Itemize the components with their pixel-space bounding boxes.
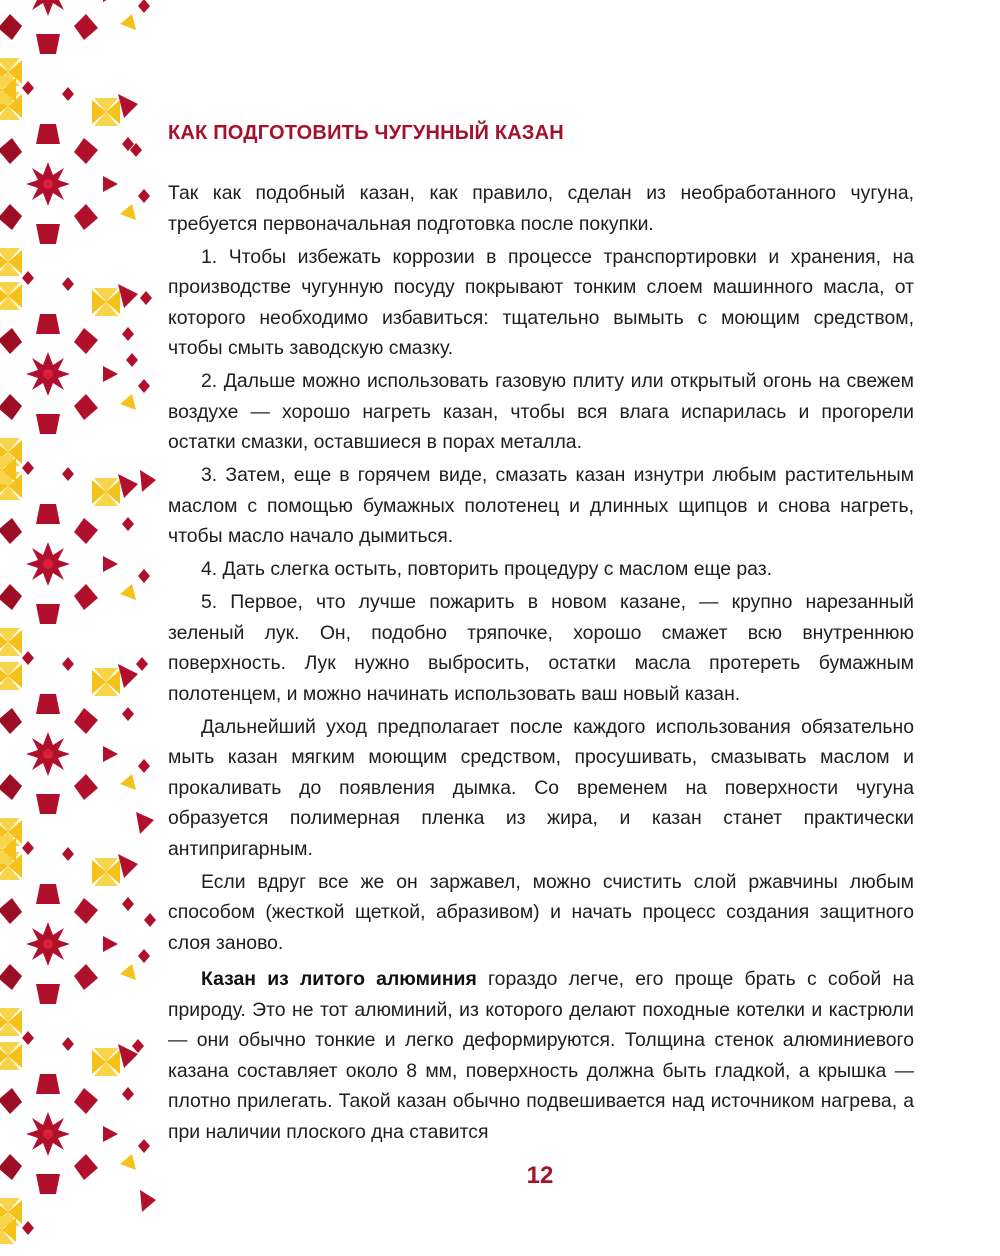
paragraph-intro: Так как подобный казан, как правило, сделан из необработанного чугуна, требуется первоначальная подготовка после покупки. bbox=[168, 182, 914, 235]
paragraph-step-2: 2. Дальше можно использовать газовую плиту или открытый огонь на свежем воздухе — хорошо нагреть казан, чтобы вся влага испарилась и прогорели остатки смазки, оставшиеся в порах металла. bbox=[168, 370, 914, 453]
aluminum-text: гораздо легче, его проще брать с собой на природу. Это не тот алюминий, из которого делают походные котелки и кастрюли — они обычно тонкие и легко деформируются. Толщина стенок алюминиевого казана составляет около 8 мм, поверхность должна быть гладкой, а крышка — плотно прилегать. Такой казан обычно подвешивается над источником нагрева, а при наличии плоского дна ставится bbox=[168, 968, 914, 1143]
paragraph-step-3: 3. Затем, еще в горячем виде, смазать казан изнутри любым растительным маслом с помощью бумажных полотенец и длинных щипцов и снова нагреть, чтобы масло начало дымиться. bbox=[168, 464, 914, 547]
page-number: 12 bbox=[526, 1162, 554, 1189]
paragraph-step-4: 4. Дать слегка остыть, повторить процедуру с маслом еще раз. bbox=[201, 558, 773, 580]
paragraph-aluminum bbox=[168, 964, 914, 1147]
ornament-pattern bbox=[0, 0, 156, 1244]
page-title: КАК ПОДГОТОВИТЬ ЧУГУННЫЙ КАЗАН bbox=[168, 122, 564, 144]
paragraph-care: Дальнейший уход предполагает после каждого использования обязательно мыть казан мягким моющим средством, просушивать, смазывать маслом и прокаливать до появления дымка. Со временем на поверхности чугуна образуется полимерная пленка из жира, и казан станет практически антипригарным. bbox=[168, 715, 914, 860]
aluminum-bold-lead: Казан из литого алюминия bbox=[201, 968, 477, 990]
body-text bbox=[168, 178, 914, 1150]
paragraph-step-1: 1. Чтобы избежать коррозии в процессе транспортировки и хранения, на производстве чугунную посуду покрывают тонким слоем машинного масла, от которого необходимо избавиться: тщательно вымыть с моющим средством, чтобы смыть заводскую смазку. bbox=[168, 245, 914, 359]
paragraph-rust: Если вдруг все же он заржавел, можно счистить слой ржавчины любым способом (жесткой щеткой, абразивом) и начать процесс создания защитного слоя заново. bbox=[168, 870, 914, 954]
decorative-ornament-border bbox=[0, 0, 160, 1256]
paragraph-step-5: 5. Первое, что лучше пожарить в новом казане, — крупно нарезанный зеленый лук. Он, подобно тряпочке, хорошо смажет всю внутреннюю поверхность. Лук нужно выбросить, остатки масла протереть бумажным полотенцем, и можно начинать использовать ваш новый казан. bbox=[168, 591, 914, 705]
